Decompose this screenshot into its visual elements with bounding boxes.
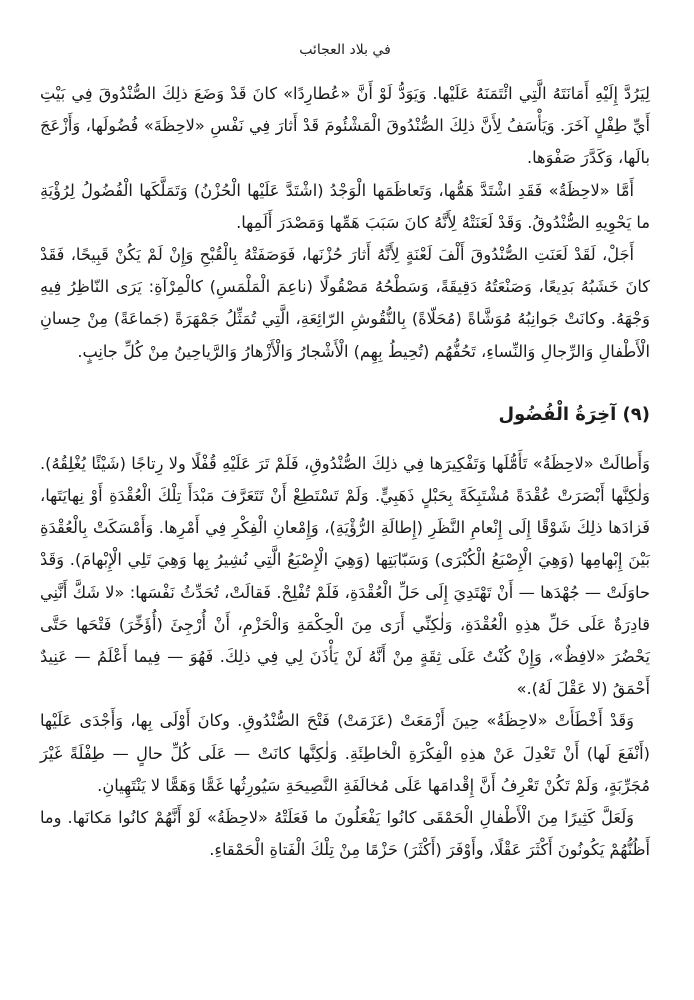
paragraph: أَمَّا «لاحِظَةُ» فَقَدِ اشْتَدَّ هَمُّها، وَتَعاظَمَها الْوَجْدُ (اشْتَدَّ عَلَيْها الْحُزْنُ) وَتَمَلَّكَها الْفُضُولُ لِرُؤْيَةِ ما يَحْوِيهِ الصُّنْدُوقُ. وَقَدْ لَعَنَتْهُ لِأَنَّهُ كانَ سَبَبَ هَمِّها وَمَصْدَرَ أَلَمِها. bbox=[40, 180, 650, 232]
paragraph: أَجَلْ، لَقَدْ لَعَنَتِ الصُّنْدُوقَ أَلْفَ لَعْنَةٍ لِأَنَّهُ أَثارَ حُزْنَها، فَوَصَفَتْهُ بِالْقُبْحِ وَإِنْ لَمْ يَكُنْ قَبِيحًا، فَقَدْ كانَ خَشَبُهُ بَدِيعًا، وَصَنْعَتُهُ دَقِيقَةً، وَسَطْحُهُ مَصْقُولًا (ناعِمَ الْمَلْمَسِ) كالْمِرْآةِ: يَرَى النّاظِرُ فِيهِ وَجْهَهُ. وكانَتْ جَوانِبُهُ مُوَشَّاةً (مُحَلّاةً) بِالنُّقُوشِ الرّائِعَةِ، الَّتِي تُمَثِّلُ جَمْهَرَةً (جَماعَةً) مِنْ حِسانِ الْأَطْفالِ وَالرِّجالِ وَالنِّساءِ، تَحُفُّهُم (تُحِيطُ بِهِم) الْأَشْجارُ وَالْأَزْهارُ وَالرَّياحِينُ مِنْ كُلِّ جانِبٍ. bbox=[40, 245, 650, 361]
paragraph: وَأَطالَتْ «لاحِظَةُ» تَأَمُّلَها وَتَفْكِيرَها فِي ذلِكَ الصُّنْدُوقِ، فَلَمْ تَرَ عَلَيْهِ قُفْلًا ولا رِتاجًا (شَيْئًا يُغْلِقُهُ). وَلٰكِنَّها أَبْصَرَتْ عُقْدَةً مُشْتَبِكَةً بِحَبْلٍ ذَهَبِيٍّ. وَلَمْ تَسْتَطِعْ أَنْ تَتَعَرَّفَ مَبْدَأَ تِلْكَ الْعُقْدَةِ أَوْ نِهايَتَها، فَزادَها ذلِكَ شَوْقًا إِلَى إِنْعامِ النَّظَرِ (إِطالَةِ الرُّؤْيَةِ)، وَإِمْعانِ الْفِكْرِ فِي أَمْرِها. وَأَمْسَكَتْ بِالْعُقْدَةِ بَيْنَ إِبْهامِها (وَهِيَ الْإِصْبَعُ الْكُبْرَى) وَسَبّابَتِها (وَهِيَ الْإِصْبَعُ الَّتِي نُشِيرُ بِها وَهِيَ تَلِي الْإِبْهامَ). وَقَدْ حاوَلَتْ — جُهْدَها — أَنْ تَهْتَدِيَ إِلَى حَلِّ الْعُقْدَةِ، فَلَمْ تُفْلِحْ. فَقالَتْ، تُحَدِّثُ نَفْسَها: «لا شَكَّ أَنَّنِي قادِرَةٌ عَلَى حَلِّ هذِهِ الْعُقْدَةِ، وَلٰكِنِّي أَرَى مِنَ الْحِكْمَةِ وَالْحَزْمِ، أَنْ أُرْجِئَ (أُؤَخِّرَ) فَتْحَها حَتَّى يَحْضُرَ «لافِظٌ»، وَإِنْ كُنْتُ عَلَى ثِقَةٍ مِنْ أَنَّهُ لَنْ يَأْذَنَ لِي فِي ذلِكَ. فَهُوَ — فِيما أَعْلَمُ — عَنِيدٌ أَحْمَقُ (لا عَقْلَ لَهُ).» bbox=[40, 453, 650, 699]
section-heading: (٩) آخِرَةُ الْفُضُول bbox=[498, 403, 650, 425]
paragraph: وَلَعَلَّ كَثِيرًا مِنَ الْأَطْفالِ الْحَمْقَى كانُوا يَفْعَلُونَ ما فَعَلَتْهُ «لاحِظَةُ» لَوْ أَنَّهُمْ كانُوا مَكانَها. وما أَظُنُّهُمْ يَكُونُونَ أَكْثَرَ عَقْلًا، وأَوْفَرَ (أَكْثَرَ) حَزْمًا مِنْ تِلْكَ الْفَتاةِ الْحَمْقاءِ. bbox=[40, 808, 650, 860]
paragraph: لِيَرُدَّ إِلَيْهِ أَمَانَتَهُ الَّتِي ائْتَمَنَهُ عَلَيْها. وَيَوَدُّ لَوْ أَنَّ «عُطارِدًا» كانَ قَدْ وَضَعَ ذلِكَ الصُّنْدُوقَ فِي بَيْتِ أَيِّ طِفْلٍ آخَرَ. وَيَأْسَفُ لِأَنَّ ذلِكَ الصُّنْدُوقَ الْمَشْئُومَ قَدْ أَثارَ فِي نَفْسِ «لاحِظَةَ» فُضُولَها، وَأَزْعَجَ بالَها، وَكَدَّرَ صَفْوَها. bbox=[40, 84, 650, 168]
paragraph: وَقَدْ أَخْطَأَتْ «لاحِظَةُ» حِينَ أَزْمَعَتْ (عَزَمَتْ) فَتْحَ الصُّنْدُوقِ. وكانَ أَوْلَى بِها، وَأَجْدَى عَلَيْها (أَنْفَعَ لَها) أَنْ تَعْدِلَ عَنْ هذِهِ الْفِكْرَةِ الْخاطِئَةِ. وَلٰكِنَّها كانَتْ — عَلَى كُلِّ حالٍ — طِفْلَةً غَيْرَ مُجَرِّبَةٍ، وَلَمْ تَكُنْ تَعْرِفُ أَنَّ إِقْدامَها عَلَى مُخالَفَةِ النَّصِيحَةِ سَيُورِثُها غَمًّا وَهَمًّا لا يَنْتَهِيانِ. bbox=[40, 711, 650, 795]
running-head: في بلاد العجائب bbox=[299, 42, 391, 58]
